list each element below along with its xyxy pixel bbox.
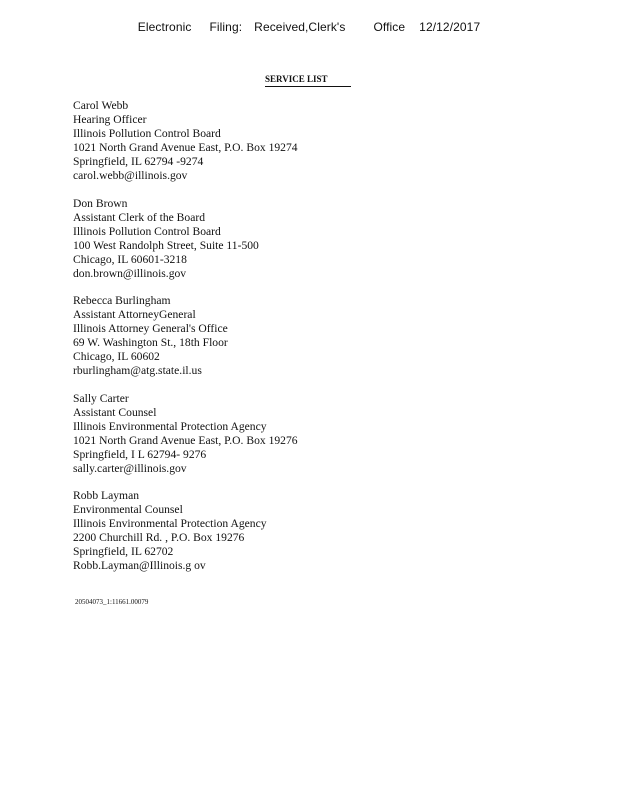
contact-email: carol.webb@illinois.gov <box>73 169 188 182</box>
contact-email: Robb.Layman@Illinois.g ov <box>73 559 206 572</box>
contact-city: Springfield, I L 62794- 9276 <box>73 447 207 461</box>
contact-city: Springfield, IL 62794 -9274 <box>73 155 204 168</box>
contact-organization: Illinois Pollution Control Board <box>73 224 221 238</box>
contact-title: Assistant Clerk of the Board <box>73 210 206 224</box>
contact-organization: Illinois Pollution Control Board <box>73 127 221 140</box>
contact-email: sally.carter@illinois.gov <box>73 461 187 475</box>
contact-block <box>73 99 298 183</box>
contact-address: 1021 North Grand Avenue East, P.O. Box 19276 <box>73 433 298 447</box>
contact-organization: Illinois Attorney General's Office <box>73 322 228 335</box>
contact-name: Carol Webb <box>73 99 129 112</box>
stamp-part-received: Received,Clerk's <box>254 20 346 34</box>
contact-title: Environmental Counsel <box>73 503 183 516</box>
contact-title: Assistant Counsel <box>73 405 157 419</box>
contact-address: 100 West Randolph Street, Suite 11-500 <box>73 238 259 252</box>
contact-name: Don Brown <box>73 196 128 210</box>
contact-address: 69 W. Washington St., 18th Floor <box>73 336 228 349</box>
document-number: 20504073_1:11661.00079 <box>75 598 149 606</box>
contact-title: Hearing Officer <box>73 113 147 126</box>
contact-email: don.brown@illinois.gov <box>73 266 187 280</box>
contact-city: Chicago, IL 60602 <box>73 350 160 363</box>
contact-organization: Illinois Environmental Protection Agency <box>73 517 267 530</box>
contact-block <box>73 392 298 476</box>
contact-name: Robb Layman <box>73 489 140 502</box>
contact-name: Sally Carter <box>73 391 129 405</box>
filing-stamp <box>0 20 618 34</box>
contact-name: Rebecca Burlingham <box>73 294 171 307</box>
stamp-part-electronic: Electronic <box>137 20 192 34</box>
contact-city: Chicago, IL 60601-3218 <box>73 252 187 266</box>
contact-address: 2200 Churchill Rd. , P.O. Box 19276 <box>73 531 245 544</box>
contact-address: 1021 North Grand Avenue East, P.O. Box 19274 <box>73 141 298 154</box>
contact-block <box>73 197 298 281</box>
stamp-part-filing: Filing: <box>209 20 243 34</box>
contact-organization: Illinois Environmental Protection Agency <box>73 419 267 433</box>
service-list-title: SERVICE LIST <box>265 74 351 87</box>
contact-block <box>73 294 298 378</box>
stamp-part-office: Office <box>373 20 406 34</box>
contact-block <box>73 489 298 573</box>
stamp-part-date: 12/12/2017 <box>419 20 481 34</box>
contact-city: Springfield, IL 62702 <box>73 545 174 558</box>
contact-email: rburlingham@atg.state.il.us <box>73 364 202 377</box>
contact-title: Assistant AttorneyGeneral <box>73 308 196 321</box>
contacts-list <box>73 99 298 587</box>
